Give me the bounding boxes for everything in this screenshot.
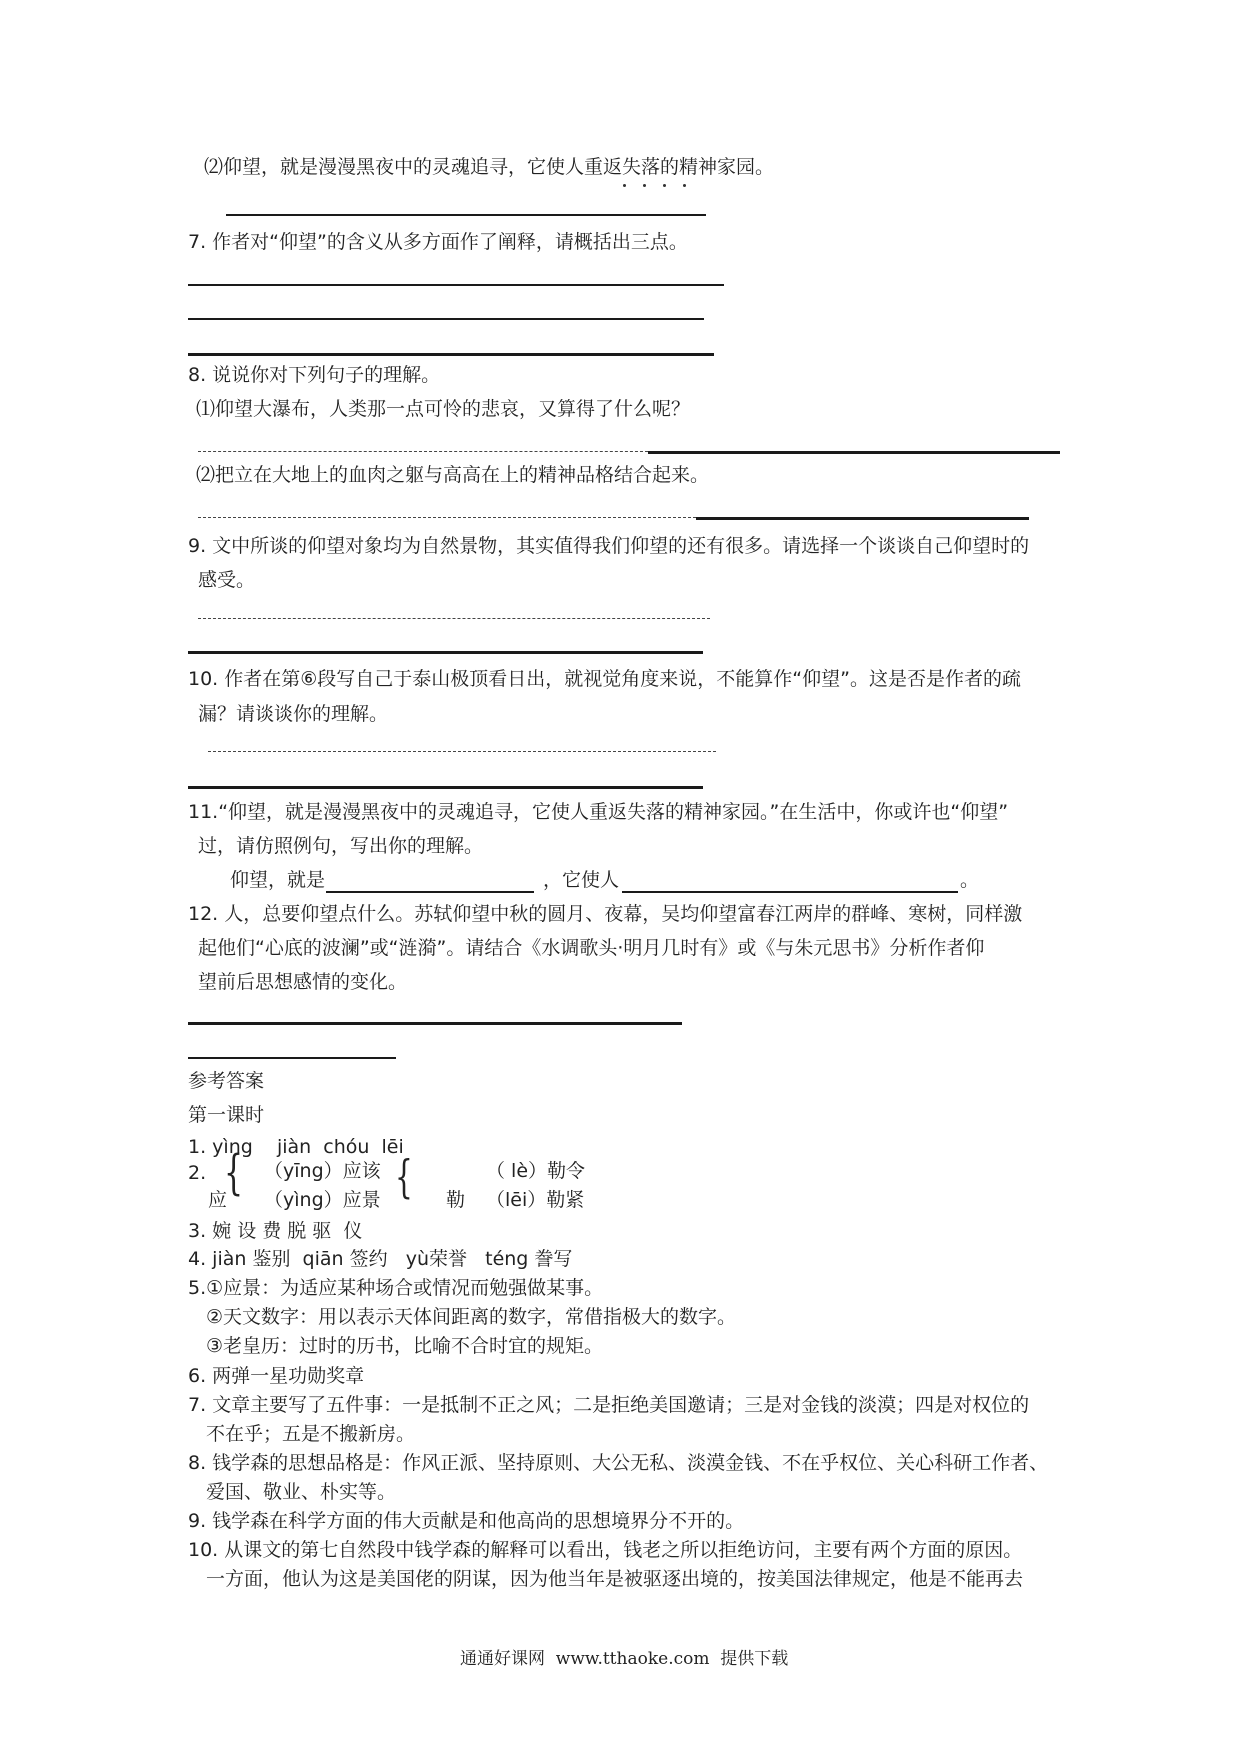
- answer-dashes-q8-1[interactable]: [198, 451, 648, 452]
- q11-blank-2[interactable]: [622, 891, 958, 893]
- left-brace-icon: {: [395, 1150, 413, 1203]
- q7-text: 7. 作者对“仰望”的含义从多方面作了阐释，请概括出三点。: [188, 231, 688, 253]
- answer-8-1: 8. 钱学森的思想品格是：作风正派、坚持原则、大公无私、淡漠金钱、不在乎权位、关心科研工作者、: [188, 1452, 1049, 1474]
- answer-line-q7-3[interactable]: [188, 353, 714, 356]
- q11-blank-1[interactable]: [326, 891, 534, 893]
- answer-2-ying-1: （yīng）应该: [264, 1160, 381, 1182]
- answer-1: 1. yìng jiàn chóu lēi: [188, 1136, 404, 1158]
- answer-dashes-q10[interactable]: [208, 751, 716, 752]
- answer-7-1: 7. 文章主要写了五件事：一是抵制不正之风；二是拒绝美国邀请；三是对金钱的淡漠；四是对权位的: [188, 1394, 1030, 1416]
- answer-10-2: 一方面，他认为这是美国佬的阴谋，因为他当年是被驱逐出境的，按美国法律规定，他是不能再去: [206, 1568, 1024, 1590]
- q11-line1: 11.“仰望，就是漫漫黑夜中的灵魂追寻，它使人重返失落的精神家园。”在生活中，你或许也“仰望”: [188, 801, 1009, 823]
- q11-line2: 过，请仿照例句，写出你的理解。: [198, 835, 484, 857]
- answer-2-ying-2: （yìng）应景: [264, 1189, 381, 1211]
- lesson-heading: 第一课时: [188, 1104, 265, 1126]
- answer-9: 9. 钱学森在科学方面的伟大贡献是和他高尚的思想境界分不开的。: [188, 1510, 745, 1532]
- answer-line-q8-1[interactable]: [648, 451, 1060, 454]
- q9-line1: 9. 文中所谈的仰望对象均为自然景物，其实值得我们仰望的还有很多。请选择一个谈谈自己仰望时的: [188, 535, 1030, 557]
- answer-4: 4. jiàn 鉴别 qiān 签约 yù荣誉 téng 誊写: [188, 1248, 573, 1270]
- answers-divider: [188, 1057, 396, 1059]
- answer-2-le-1: （ lè）勒令: [486, 1160, 586, 1182]
- q11-fill-part1: 仰望，就是: [230, 869, 326, 891]
- answer-8-2: 爱国、敬业、朴实等。: [206, 1481, 397, 1503]
- answer-10-1: 10. 从课文的第七自然段中钱学森的解释可以看出，钱老之所以拒绝访问，主要有两个方面的原因。: [188, 1539, 1023, 1561]
- answer-line-q9[interactable]: [188, 651, 703, 654]
- q8-title: 8. 说说你对下列句子的理解。: [188, 364, 441, 386]
- q12-line3: 望前后思想感情的变化。: [198, 971, 408, 993]
- q8-item2: ⑵把立在大地上的血肉之躯与高高在上的精神品格结合起来。: [196, 464, 710, 486]
- answer-5-3: ③老皇历：过时的历书，比喻不合时宜的规矩。: [206, 1335, 604, 1357]
- answer-line-q8-2[interactable]: [696, 517, 1029, 520]
- answer-2-le-char: 勒: [446, 1189, 466, 1211]
- q11-fill-part3: 。: [960, 869, 980, 891]
- answer-dashes-q9[interactable]: [198, 618, 710, 619]
- answer-line-q7-2[interactable]: [188, 318, 704, 320]
- answer-dashes-q8-2[interactable]: [198, 517, 696, 518]
- footer-text: 通通好课网 www.tthaoke.com 提供下载: [460, 1649, 789, 1669]
- q12-line1: 12. 人，总要仰望点什么。苏轼仰望中秋的圆月、夜幕，吴均仰望富春江两岸的群峰、寒树，同样激: [188, 903, 1023, 925]
- answer-2-number: 2.: [188, 1162, 207, 1184]
- answer-line-q6[interactable]: [226, 214, 706, 216]
- left-brace-icon: {: [224, 1145, 244, 1202]
- q11-fill-part2: ，它使人: [543, 869, 620, 891]
- answer-7-2: 不在乎；五是不搬新房。: [206, 1423, 416, 1445]
- answer-6: 6. 两弹一星功勋奖章: [188, 1365, 365, 1387]
- answer-5-1: 5.①应景：为适应某种场合或情况而勉强做某事。: [188, 1277, 604, 1299]
- answer-3: 3. 婉 设 费 脱 驱 仪: [188, 1220, 363, 1242]
- answer-2-le-2: （lēi）勒紧: [486, 1189, 585, 1211]
- answer-line-q7-1[interactable]: [188, 284, 724, 286]
- q8-item1: ⑴仰望大瀑布，人类那一点可怜的悲哀，又算得了什么呢？: [196, 398, 691, 420]
- answer-2-ying-char: 应: [208, 1189, 228, 1211]
- q10-line1: 10. 作者在第⑥段写自己于泰山极顶看日出，就视觉角度来说，不能算作“仰望”。这是否是作者的疏: [188, 668, 1021, 690]
- q6-item2: ⑵仰望，就是漫漫黑夜中的灵魂追寻，它使人重返失落的精神家园。: [204, 156, 775, 178]
- q12-line2: 起他们“心底的波澜”或“涟漪”。请结合《水调歌头·明月几时有》或《与朱元思书》分析作者仰: [198, 937, 985, 959]
- q10-line2: 漏？请谈谈你的理解。: [198, 703, 389, 725]
- answer-line-q10[interactable]: [188, 786, 703, 789]
- q9-line2: 感受。: [198, 569, 256, 591]
- answer-5-2: ②天文数字：用以表示天体间距离的数字，常借指极大的数字。: [206, 1306, 737, 1328]
- answers-heading: 参考答案: [188, 1070, 265, 1092]
- answer-line-q12[interactable]: [188, 1022, 682, 1025]
